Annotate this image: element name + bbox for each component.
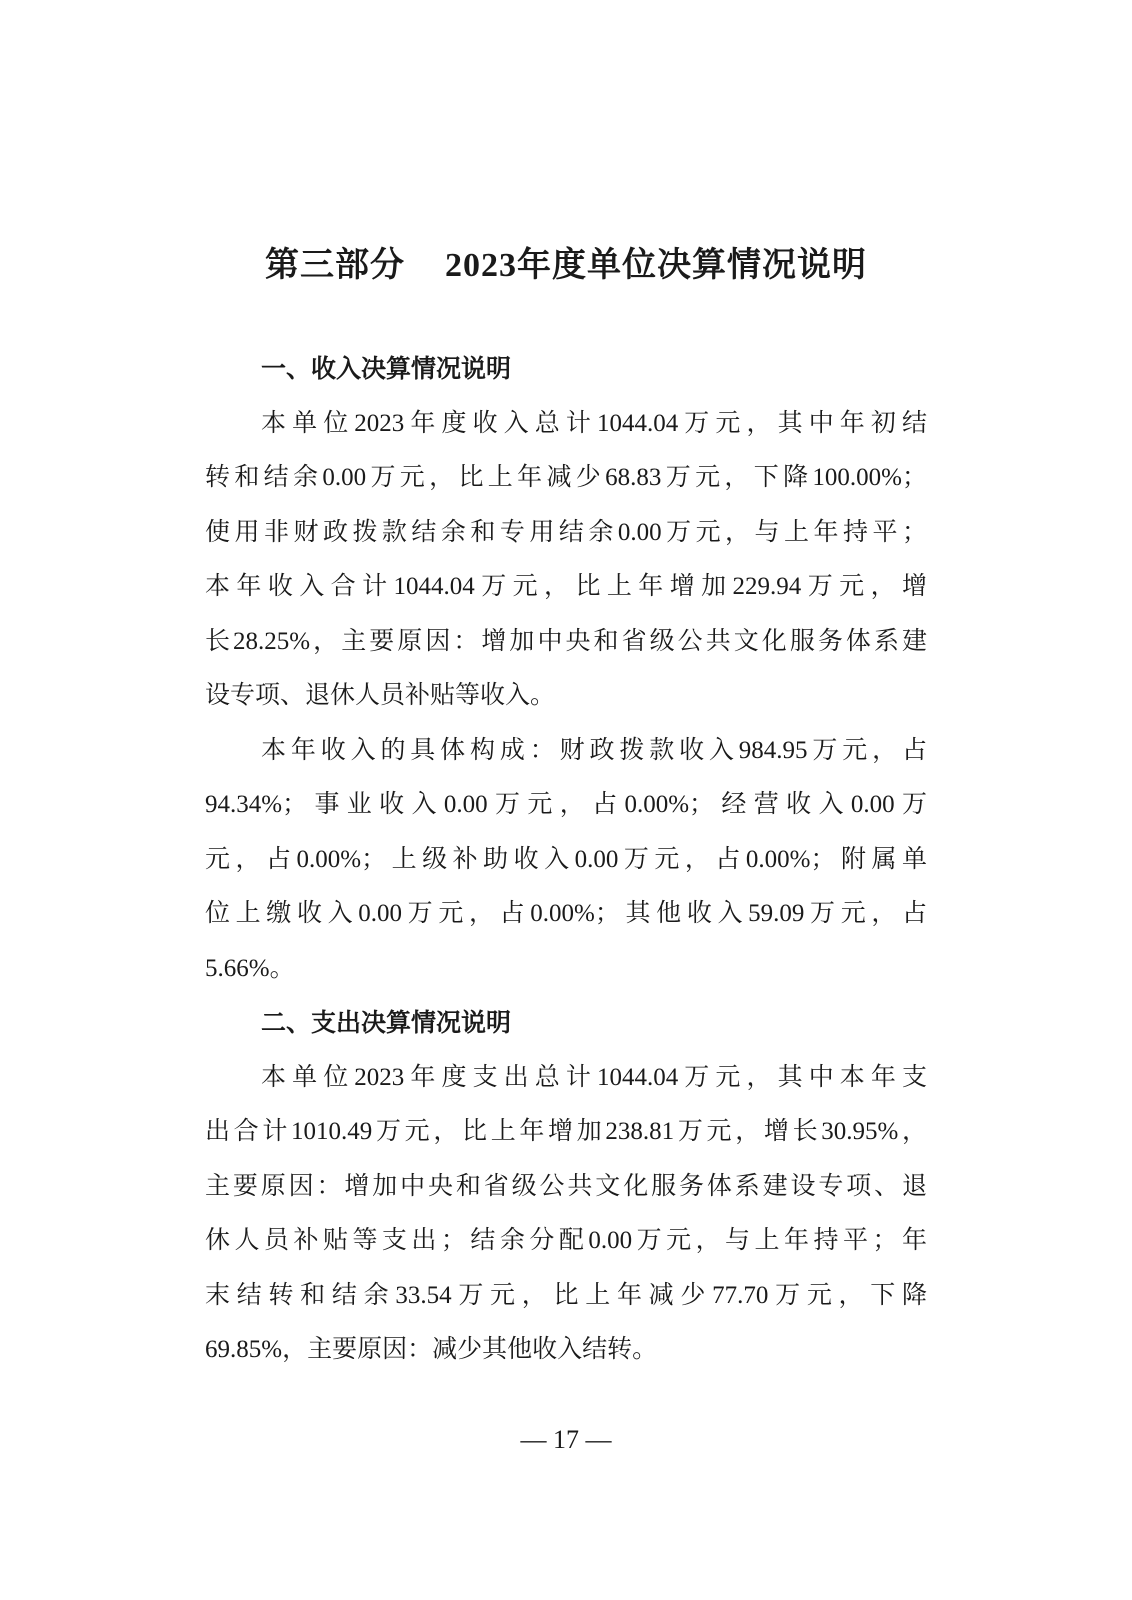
paragraph-line: 使用非财政拨款结余和专用结余0.00万元，与上年持平； — [205, 518, 927, 546]
paragraph-line: 末结转和结余33.54万元，比上年减少77.70万元，下降 — [205, 1281, 927, 1309]
section-heading-expenditure: 二、支出决算情况说明 — [261, 1008, 512, 1037]
paragraph-line: 长28.25%，主要原因：增加中央和省级公共文化服务体系建 — [205, 627, 927, 655]
document-body — [205, 342, 927, 1378]
paragraph-line: 主要原因：增加中央和省级公共文化服务体系建设专项、退 — [205, 1172, 927, 1200]
paragraph-expenditure-summary — [205, 1051, 927, 1378]
paragraph-line: 5.66%。 — [205, 954, 295, 982]
paragraph-line: 出合计1010.49万元，比上年增加238.81万元，增长30.95%， — [205, 1118, 927, 1145]
paragraph-line: 本年收入合计1044.04万元，比上年增加229.94万元，增 — [205, 573, 927, 600]
paragraph-line: 本单位2023年度支出总计1044.04万元，其中本年支 — [261, 1063, 927, 1091]
paragraph-income-summary — [205, 397, 927, 724]
paragraph-line: 94.34%；事业收入0.00万元，占0.00%；经营收入0.00万 — [205, 791, 927, 818]
section-heading-income: 一、收入决算情况说明 — [261, 354, 512, 383]
title-part: 第三部分 — [265, 247, 405, 284]
paragraph-line: 本年收入的具体构成：财政拨款收入984.95万元，占 — [261, 736, 927, 764]
paragraph-line: 69.85%，主要原因：减少其他收入结转。 — [205, 1336, 658, 1363]
page-title — [0, 240, 1132, 292]
paragraph-line: 元，占0.00%；上级补助收入0.00万元，占0.00%；附属单 — [205, 845, 927, 873]
paragraph-line: 转和结余0.00万元，比上年减少68.83万元，下降100.00%； — [205, 464, 927, 491]
title-text: 2023年度单位决算情况说明 — [445, 247, 867, 284]
paragraph-line: 位上缴收入0.00万元，占0.00%；其他收入59.09万元，占 — [205, 900, 927, 927]
paragraph-income-composition — [205, 724, 927, 997]
paragraph-line: 设专项、退休人员补贴等收入。 — [205, 682, 556, 709]
page-number: — 17 — — [520, 1425, 612, 1454]
paragraph-line: 本单位2023年度收入总计1044.04万元，其中年初结 — [261, 409, 927, 437]
paragraph-line: 休人员补贴等支出；结余分配0.00万元，与上年持平；年 — [205, 1227, 927, 1254]
